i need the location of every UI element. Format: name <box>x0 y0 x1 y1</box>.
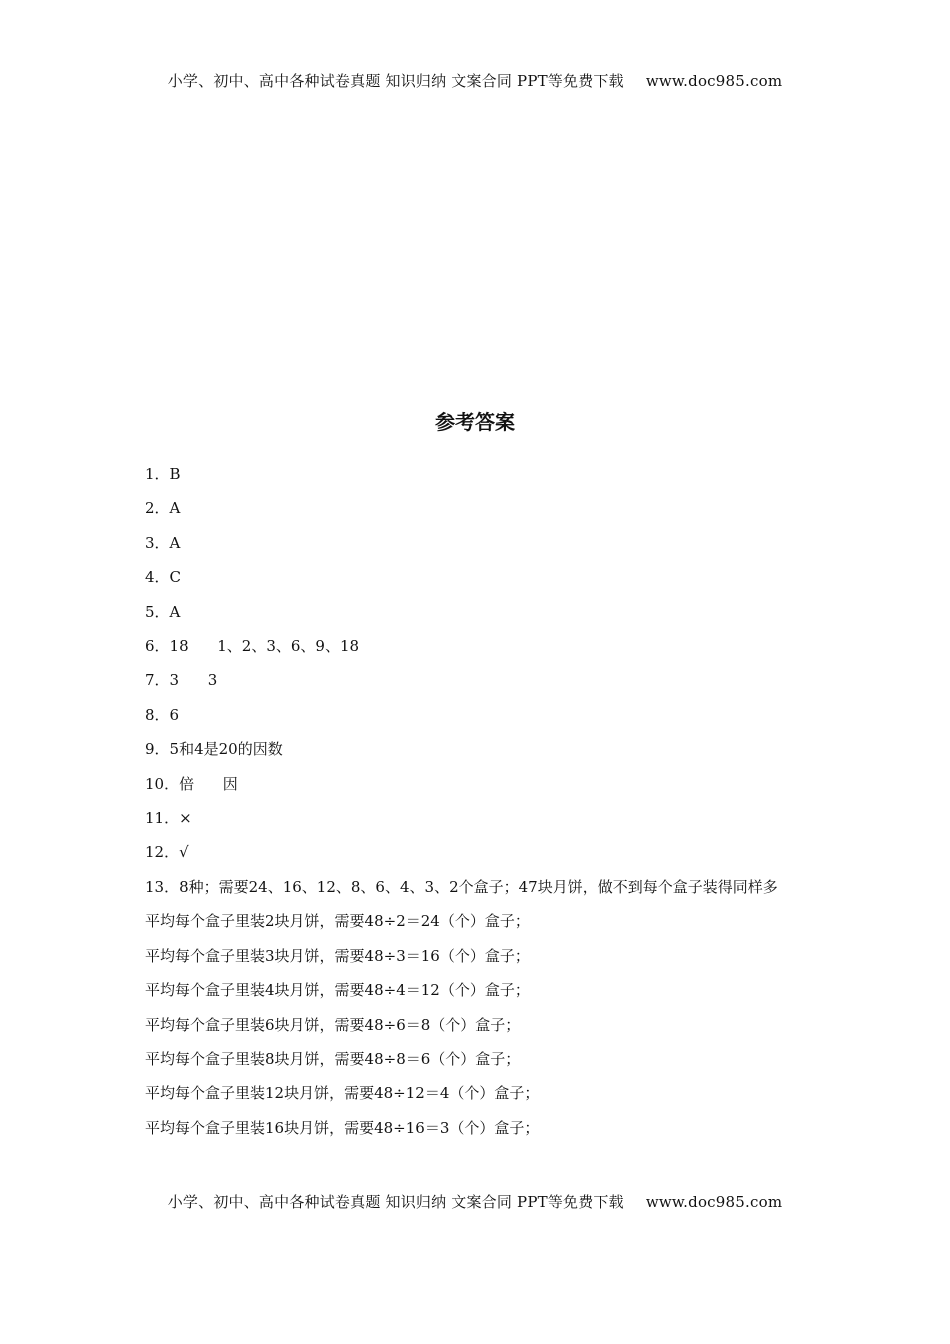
answer-5: 5．A <box>145 602 181 621</box>
explanation-line: 平均每个盒子里装3块月饼，需要48÷3＝16（个）盒子； <box>145 946 530 965</box>
answer-2: 2．A <box>145 499 181 518</box>
answer-8: 8．6 <box>145 705 180 724</box>
footer-text: 小学、初中、高中各种试卷真题 知识归纳 文案合同 PPT等免费下载 <box>167 1193 624 1211</box>
explanation-line: 平均每个盒子里装12块月饼，需要48÷12＝4（个）盒子； <box>145 1084 540 1103</box>
answer-11: 11．× <box>145 809 192 828</box>
answer-list <box>145 457 805 1145</box>
explanation-line: 平均每个盒子里装2块月饼，需要48÷2＝24（个）盒子； <box>145 912 530 931</box>
answer-1: 1．B <box>145 465 181 483</box>
answer-4: 4．C <box>145 568 182 587</box>
header-url[interactable]: www.doc985.com <box>645 72 783 90</box>
answer-9: 9．5和4是20的因数 <box>145 740 283 759</box>
answer-6: 6．18 1、2、3、6、9、18 <box>145 637 360 656</box>
answer-12: 12．√ <box>145 843 189 862</box>
page-title: 参考答案 <box>435 410 515 434</box>
explanation-line: 平均每个盒子里装8块月饼，需要48÷8＝6（个）盒子； <box>145 1049 521 1068</box>
answer-10: 10．倍 因 <box>145 774 238 793</box>
explanation-line: 平均每个盒子里装6块月饼，需要48÷6＝8（个）盒子； <box>145 1015 521 1034</box>
page-footer <box>0 1191 950 1212</box>
answer-7: 7．3 3 <box>145 671 218 690</box>
explanation-line: 平均每个盒子里装16块月饼，需要48÷16＝3（个）盒子； <box>145 1118 540 1137</box>
answer-3: 3．A <box>145 533 181 552</box>
explanation-line: 平均每个盒子里装4块月饼，需要48÷4＝12（个）盒子； <box>145 981 530 1000</box>
page-header <box>0 70 950 91</box>
answer-13: 13．8种；需要24、16、12、8、6、4、3、2个盒子；47块月饼，做不到每个盒子装得同样多 <box>145 877 778 896</box>
header-text: 小学、初中、高中各种试卷真题 知识归纳 文案合同 PPT等免费下载 <box>167 72 624 90</box>
footer-url[interactable]: www.doc985.com <box>645 1193 783 1211</box>
